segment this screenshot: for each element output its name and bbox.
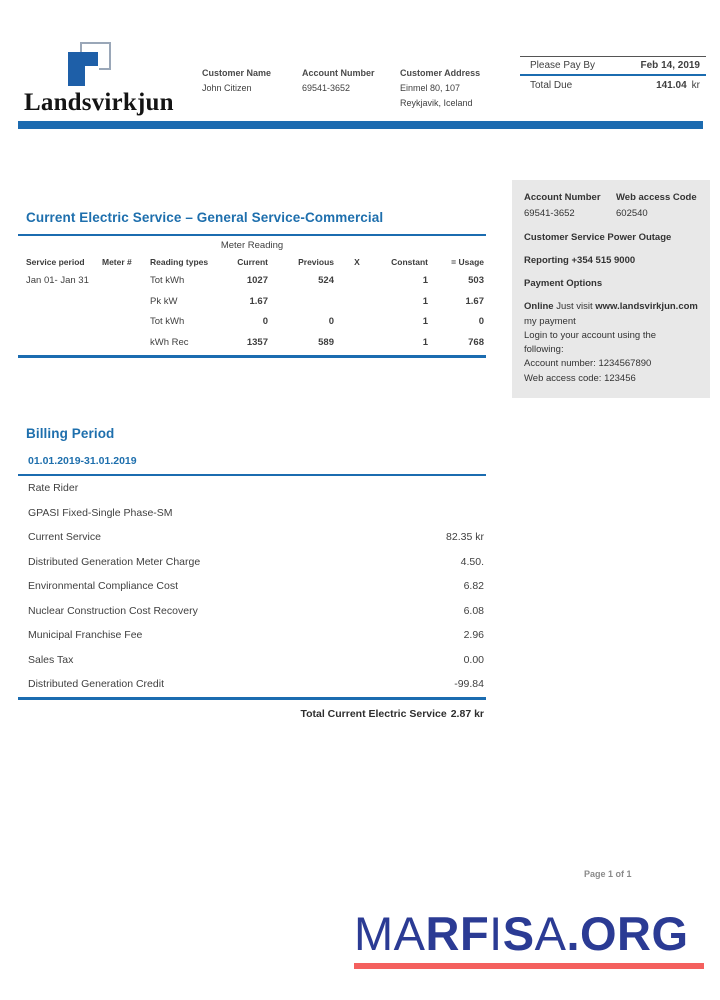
cell-reading-type: Tot kWh	[150, 275, 185, 286]
cell-reading-type: Tot kWh	[150, 316, 185, 327]
cell-meter-number	[100, 312, 148, 333]
account-web-access-grid	[524, 191, 698, 222]
customer-address-line1: Einmel 80, 107	[400, 83, 461, 93]
cell-meter-number	[100, 292, 148, 313]
billing-period-section	[18, 420, 486, 720]
customer-name-block	[202, 66, 271, 96]
cell-current: 1.67	[249, 295, 268, 307]
cell-previous: 0	[328, 316, 334, 327]
table-row	[18, 292, 486, 313]
cell-meter-number	[100, 271, 148, 292]
cell-previous: 589	[318, 336, 334, 348]
company-name: Landsvirkjun	[24, 89, 174, 116]
table-row	[18, 333, 486, 354]
list-item	[18, 648, 486, 673]
charge-value: -99.84	[454, 678, 484, 690]
total-due-row	[520, 76, 706, 93]
cell-x	[336, 292, 378, 313]
charge-label: Current Service	[28, 531, 101, 543]
login-web-access-code: Web access code: 123456	[524, 372, 636, 384]
col-x: X	[354, 257, 360, 267]
wm-part: RF	[425, 907, 490, 960]
cell-meter-number	[100, 333, 148, 354]
info-web-access-value: 602540	[616, 208, 648, 220]
cell-reading-type: kWh Rec	[150, 336, 189, 348]
marfisa-logo-underline	[354, 963, 704, 969]
cell-constant: 1	[422, 316, 428, 327]
cell-current: 0	[262, 316, 268, 327]
online-line2: my payment	[524, 315, 576, 327]
charge-label: Nuclear Construction Cost Recovery	[28, 604, 198, 617]
info-account-number-value: 69541-3652	[524, 208, 575, 220]
logo-white-notch	[85, 66, 99, 86]
login-line1: Login to your account using the	[524, 329, 657, 341]
cell-constant: 1	[422, 275, 428, 286]
charge-label: Sales Tax	[28, 653, 74, 666]
cell-current: 1357	[246, 336, 268, 348]
list-item	[18, 599, 486, 624]
account-info-box	[512, 180, 710, 398]
list-item	[18, 501, 486, 526]
cell-usage: 0	[478, 316, 484, 327]
charge-label: GPASI Fixed-Single Phase-SM	[28, 506, 173, 519]
payment-summary-box	[520, 56, 706, 93]
online-text: Just visit	[553, 301, 596, 313]
account-number-label: Account Number	[302, 68, 375, 78]
header-divider-bar	[18, 121, 703, 129]
info-account-number-label: Account Number	[524, 192, 601, 203]
total-current-electric-service	[18, 708, 486, 720]
cell-current: 1027	[246, 275, 268, 286]
list-item	[18, 574, 486, 599]
charge-value: 2.96	[463, 629, 484, 641]
total-value: 2.87 kr	[450, 707, 484, 720]
total-due-currency: kr	[691, 80, 700, 91]
table-row	[18, 271, 486, 292]
wm-part: .ORG	[566, 907, 689, 960]
col-meter-number: Meter #	[102, 257, 132, 267]
company-logo	[24, 40, 184, 115]
list-item	[18, 623, 486, 648]
charge-label: Distributed Generation Meter Charge	[28, 555, 201, 568]
pay-by-label: Please Pay By	[530, 60, 596, 71]
col-service-period: Service period	[26, 257, 85, 267]
company-logo-icon	[68, 40, 112, 88]
wm-part: A	[534, 907, 567, 960]
cell-service-period	[18, 333, 100, 354]
section-title-billing-period: Billing Period	[26, 426, 115, 441]
cell-service-period	[18, 312, 100, 333]
payment-options-label: Payment Options	[524, 278, 603, 289]
billing-period-dates: 01.01.2019-31.01.2019	[28, 455, 137, 467]
col-reading-types: Reading types	[150, 257, 209, 267]
list-item	[18, 525, 486, 550]
online-payment-block	[524, 300, 698, 386]
charge-value: 6.82	[463, 580, 484, 592]
pay-by-row	[520, 56, 706, 76]
customer-name-label: Customer Name	[202, 68, 272, 78]
login-account-number: Account number: 1234567890	[524, 358, 652, 370]
account-number-value: 69541-3652	[302, 83, 351, 93]
table-row	[18, 312, 486, 333]
cell-constant: 1	[422, 295, 428, 307]
cell-reading-type: Pk kW	[150, 295, 178, 307]
wm-part: MA	[354, 907, 426, 960]
charge-value: 6.08	[463, 604, 484, 617]
cell-x	[336, 312, 378, 333]
list-item	[18, 550, 486, 575]
marfisa-logo-text	[354, 908, 706, 960]
outage-line2: Reporting +354 515 9000	[524, 254, 636, 266]
customer-address-block	[400, 66, 500, 111]
cell-previous: 524	[318, 275, 334, 286]
login-line2: following:	[524, 344, 564, 355]
col-constant: Constant	[391, 257, 428, 267]
cell-x	[336, 333, 378, 354]
cell-constant: 1	[422, 336, 428, 348]
total-due-amount: 141.04	[656, 80, 687, 91]
charge-value: 82.35 kr	[446, 531, 484, 543]
section-divider	[18, 697, 486, 700]
cell-usage: 503	[468, 275, 484, 286]
cell-service-period	[18, 292, 100, 313]
cell-previous	[270, 292, 336, 313]
website-link[interactable]: www.landsvirkjun.com	[595, 301, 698, 313]
info-web-access-label: Web access Code	[616, 192, 697, 203]
charge-label: Environmental Compliance Cost	[28, 580, 178, 592]
col-usage: = Usage	[451, 257, 484, 267]
wm-part: I	[489, 907, 503, 960]
section-title-current-electric-service: Current Electric Service – General Service-Commercial	[26, 210, 384, 225]
pay-by-date: Feb 14, 2019	[640, 60, 700, 71]
charge-label: Municipal Franchise Fee	[28, 629, 143, 641]
charge-value: 0.00	[463, 653, 484, 666]
list-item	[18, 476, 486, 501]
charge-value	[484, 476, 486, 501]
cell-usage: 1.67	[465, 295, 484, 307]
cell-x	[336, 271, 378, 292]
meter-table-header	[18, 253, 486, 271]
page-number: Page 1 of 1	[584, 869, 632, 879]
cell-service-period: Jan 01- Jan 31	[26, 275, 89, 286]
charge-value: 4.50.	[460, 555, 484, 568]
customer-address-label: Customer Address	[400, 68, 481, 78]
current-electric-service-section	[18, 204, 486, 358]
outage-line1: Customer Service Power Outage	[524, 231, 672, 243]
marfisa-watermark	[354, 908, 706, 969]
online-label: Online	[524, 301, 554, 313]
total-due-value	[656, 80, 700, 91]
customer-name-value: John Citizen	[202, 83, 252, 93]
total-due-label: Total Due	[530, 80, 573, 91]
meter-reading-caption: Meter Reading	[220, 240, 284, 251]
col-previous: Previous	[298, 257, 334, 267]
charge-label: Distributed Generation Credit	[28, 678, 164, 690]
customer-address-line2: Reykjavik, Iceland	[400, 98, 473, 108]
col-current: Current	[237, 257, 268, 267]
charge-value	[484, 501, 486, 526]
meter-reading-table	[18, 253, 486, 353]
total-label: Total Current Electric Service	[300, 707, 447, 720]
wm-part: S	[502, 907, 535, 960]
charge-label: Rate Rider	[28, 482, 79, 494]
section-divider	[18, 355, 486, 358]
cell-usage: 768	[468, 336, 484, 348]
list-item	[18, 672, 486, 697]
account-number-block	[302, 66, 375, 96]
